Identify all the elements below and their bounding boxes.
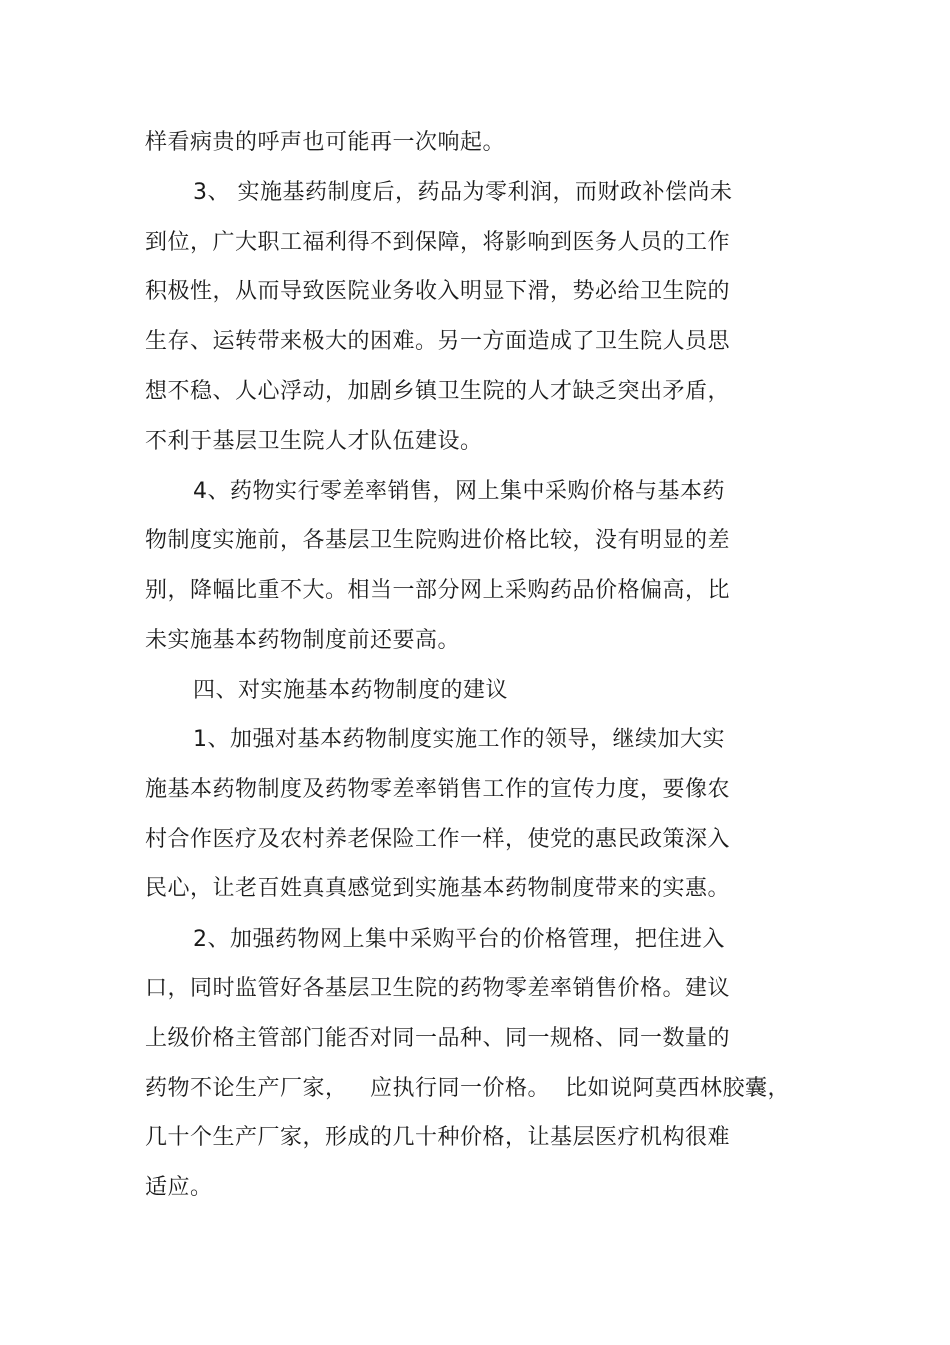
text-line: 2、加强药物网上集中采购平台的价格管理，把住进入 <box>193 927 725 952</box>
text-line: 积极性，从而导致医院业务收入明显下滑，势必给卫生院的 <box>145 279 731 304</box>
text-line: 样看病贵的呼声也可能再一次响起。 <box>145 130 506 155</box>
text-line: 未实施基本药物制度前还要高。 <box>145 628 461 653</box>
text-line: 药物不论生产厂家， 应执行同一价格。 比如说阿莫西林胶囊， <box>145 1076 790 1101</box>
text-line: 上级价格主管部门能否对同一品种、同一规格、同一数量的 <box>145 1026 731 1051</box>
text-line: 到位，广大职工福利得不到保障，将影响到医务人员的工作 <box>145 230 731 255</box>
section-heading: 四、对实施基本药物制度的建议 <box>193 678 509 703</box>
text-line: 村合作医疗及农村养老保险工作一样，使党的惠民政策深入 <box>145 827 731 852</box>
text-line: 别，降幅比重不大。相当一部分网上采购药品价格偏高，比 <box>145 578 731 603</box>
text-line: 想不稳、人心浮动，加剧乡镇卫生院的人才缺乏突出矛盾， <box>145 379 731 404</box>
text-line: 施基本药物制度及药物零差率销售工作的宣传力度，要像农 <box>145 777 731 802</box>
text-line: 物制度实施前，各基层卫生院购进价格比较，没有明显的差 <box>145 528 731 553</box>
text-line: 1、加强对基本药物制度实施工作的领导，继续加大实 <box>193 727 725 752</box>
text-line: 不利于基层卫生院人才队伍建设。 <box>145 429 483 454</box>
text-line: 民心，让老百姓真真感觉到实施基本药物制度带来的实惠。 <box>145 876 731 901</box>
text-line: 口，同时监管好各基层卫生院的药物零差率销售价格。建议 <box>145 976 731 1001</box>
text-line: 几十个生产厂家，形成的几十种价格，让基层医疗机构很难 <box>145 1125 731 1150</box>
text-line: 3、 实施基药制度后，药品为零利润，而财政补偿尚未 <box>193 180 733 205</box>
text-line: 生存、运转带来极大的困难。另一方面造成了卫生院人员思 <box>145 329 731 354</box>
text-line: 适应。 <box>145 1175 213 1200</box>
text-line: 4、药物实行零差率销售，网上集中采购价格与基本药 <box>193 479 725 504</box>
